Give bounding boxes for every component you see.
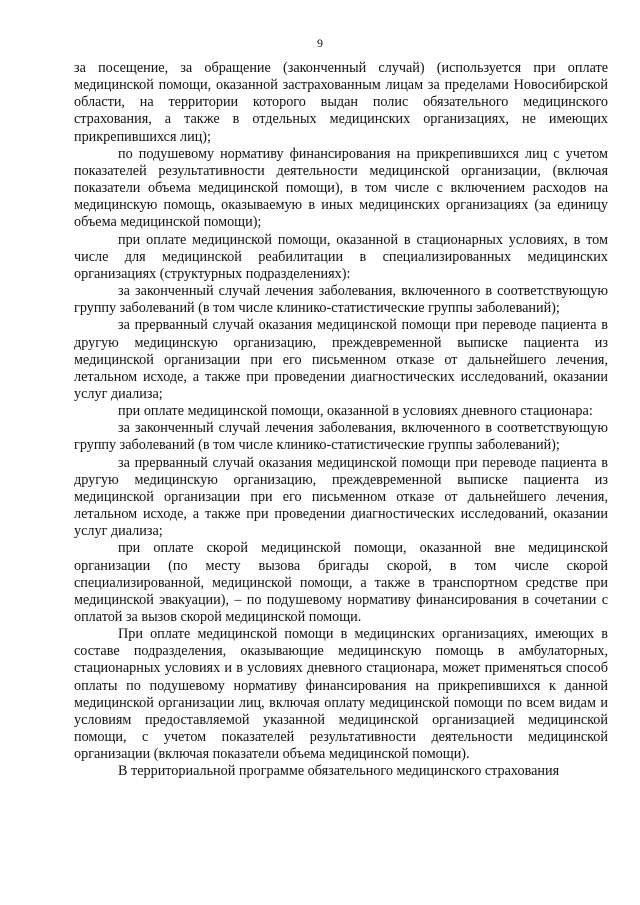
document-body: [74, 60, 608, 781]
paragraph-inpatient-completed-case: за законченный случай лечения заболевания, включенного в соответствующую группу заболеваний (в том числе клинико-статистические группы заболеваний);: [74, 283, 608, 317]
paragraph-inpatient-interrupted-case: за прерванный случай оказания медицинской помощи при переводе пациента в другую медицинскую организацию, преждевременной выписке пациента из медицинской организации при его письменном отказе от дальнейшего лечения, летальном исходе, а также при проведении диагностических исследований, оказании услуг диализа;: [74, 317, 608, 402]
page-number: 9: [317, 36, 323, 50]
paragraph-combined-organizations: При оплате медицинской помощи в медицинских организациях, имеющих в составе подразделения, оказывающие медицинскую помощь в амбулаторных, стационарных условиях и в условиях дневного стационара, может применяться способ оплаты по подушевому нормативу финансирования на прикрепившихся к данной медицинской организации лиц, включая оплату медицинской помощи по всем видам и условиям предоставляемой указанной медицинской организацией медицинской помощи, с учетом показателей результативности деятельности медицинской организации (включая показатели объема медицинской помощи).: [74, 626, 608, 763]
paragraph-day-hospital-completed-case: за законченный случай лечения заболевания, включенного в соответствующую группу заболеваний (в том числе клинико-статистические группы заболеваний);: [74, 420, 608, 454]
paragraph-inpatient-payment: при оплате медицинской помощи, оказанной в стационарных условиях, в том числе для медицинской реабилитации в специализированных медицинских организациях (структурных подразделениях):: [74, 231, 608, 282]
paragraph-day-hospital-interrupted-case: за прерванный случай оказания медицинской помощи при переводе пациента в другую медицинскую организацию, преждевременной выписке пациента из медицинской организации при его письменном отказе от дальнейшего лечения, летальном исходе, а также при проведении диагностических исследований, оказании услуг диализа;: [74, 454, 608, 540]
paragraph-day-hospital-payment: при оплате медицинской помощи, оказанной в условиях дневного стационара:: [118, 403, 593, 420]
paragraph-territorial-program: В территориальной программе обязательного медицинского страхования: [118, 763, 560, 780]
paragraph-payment-per-visit: за посещение, за обращение (законченный случай) (используется при оплате медицинской помощи, оказанной застрахованным лицам за пределами Новосибирской области, на территории которого выдан полис обязательного медицинского страхования, а также в отдельных медицинских организациях, не имеющих прикрепившихся лиц);: [74, 60, 608, 145]
paragraph-emergency-care-payment: при оплате скорой медицинской помощи, оказанной вне медицинской организации (по месту вызова бригады скорой, в том числе скорой специализированной, медицинской помощи, а также в транспортном средстве при медицинской эвакуации), – по подушевому нормативу финансирования в сочетании с оплатой за вызов скорой медицинской помощи.: [74, 540, 608, 625]
paragraph-per-capita-standard: по подушевому нормативу финансирования на прикрепившихся лиц с учетом показателей результативности деятельности медицинской организации, (включая показатели объема медицинской помощи), в том числе с включением расходов на медицинскую помощь, оказываемую в иных медицинских организациях (за единицу объема медицинской помощи);: [74, 145, 608, 231]
